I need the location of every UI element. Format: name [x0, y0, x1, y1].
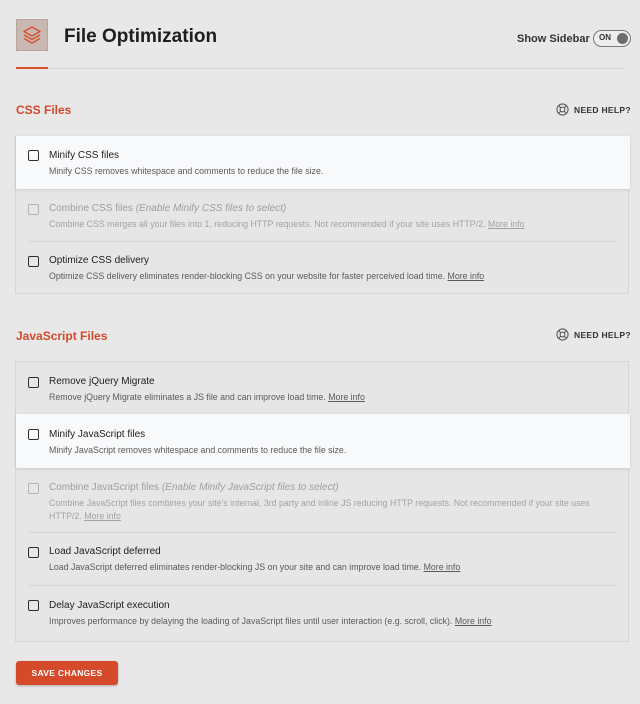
option-note: (Enable Minify CSS files to select): [135, 203, 287, 214]
title-underline: [16, 67, 48, 69]
option-load-js-deferred[interactable]: [16, 532, 630, 585]
js-section-title: JavaScript Files: [16, 329, 108, 343]
option-title: Minify JavaScript files: [49, 429, 146, 440]
option-remove-jquery-migrate[interactable]: [16, 362, 630, 414]
option-description: Combine CSS merges all your files into 1, reducing HTTP requests. Not recommended if your site uses HTTP/2. More info: [49, 219, 525, 229]
option-combine-css: [16, 189, 630, 241]
option-title: Combine CSS files (Enable Minify CSS files to select): [49, 203, 287, 214]
header-divider: [16, 68, 624, 69]
combine-js-checkbox: [28, 483, 39, 494]
need-help-label: NEED HELP?: [574, 329, 631, 340]
minify-js-checkbox[interactable]: [28, 429, 39, 440]
js-options-panel: [15, 361, 629, 642]
option-description: Minify JavaScript removes whitespace and comments to reduce the file size.: [49, 445, 347, 455]
toggle-state-label: ON: [599, 33, 611, 42]
page-header: [0, 0, 640, 70]
option-optimize-css-delivery[interactable]: [16, 241, 630, 293]
option-delay-js-execution[interactable]: [16, 585, 630, 641]
more-info-link[interactable]: More info: [487, 219, 525, 229]
option-description: Optimize CSS delivery eliminates render-blocking CSS on your website for faster perceived load time. More info: [49, 271, 485, 281]
more-info-link[interactable]: More info: [423, 562, 461, 572]
option-description: Minify CSS removes whitespace and comments to reduce the file size.: [49, 166, 324, 176]
lifebuoy-icon: [556, 103, 569, 116]
delay-js-execution-checkbox[interactable]: [28, 600, 39, 611]
layers-icon: [16, 19, 48, 51]
page-title: File Optimization: [64, 26, 218, 47]
save-changes-button[interactable]: SAVE CHANGES: [16, 661, 118, 685]
show-sidebar-toggle[interactable]: [593, 30, 631, 47]
option-title: Minify CSS files: [49, 150, 120, 161]
css-options-panel: [15, 136, 629, 294]
load-js-deferred-checkbox[interactable]: [28, 547, 39, 558]
css-section-title: CSS Files: [16, 103, 72, 117]
option-minify-js[interactable]: [16, 414, 630, 468]
more-info-link[interactable]: More info: [447, 271, 485, 281]
need-help-label: NEED HELP?: [574, 104, 631, 115]
option-note: (Enable Minify JavaScript files to select): [161, 482, 339, 493]
option-title: Optimize CSS delivery: [49, 255, 150, 266]
option-title: Load JavaScript deferred: [49, 546, 161, 557]
more-info-link[interactable]: More info: [84, 510, 121, 521]
more-info-link[interactable]: More info: [454, 616, 492, 626]
option-title: Remove jQuery Migrate: [49, 376, 155, 387]
toggle-knob: [617, 33, 628, 44]
show-sidebar-label: Show Sidebar: [517, 33, 590, 45]
combine-css-checkbox: [28, 204, 39, 215]
css-need-help-link[interactable]: [556, 103, 631, 116]
option-combine-js: [16, 468, 630, 532]
option-description: Load JavaScript deferred eliminates render-blocking JS on your site and can improve load time. More info: [49, 562, 461, 572]
option-description: Improves performance by delaying the loading of JavaScript files until user interaction (e.g. scroll, click). More info: [49, 616, 492, 626]
remove-jquery-migrate-checkbox[interactable]: [28, 377, 39, 388]
more-info-link[interactable]: More info: [328, 392, 365, 402]
option-title: Combine JavaScript files (Enable Minify JavaScript files to select): [49, 482, 339, 493]
option-description: Combine JavaScript files combines your site's internal, 3rd party and inline JS reducing HTTP requests. Not recommended if your site uses HTTP/2. More info: [49, 498, 590, 521]
minify-css-checkbox[interactable]: [28, 150, 39, 161]
optimize-css-delivery-checkbox[interactable]: [28, 256, 39, 267]
option-minify-css[interactable]: [16, 136, 630, 189]
option-title: Delay JavaScript execution: [49, 600, 170, 611]
option-description: Remove jQuery Migrate eliminates a JS file and can improve load time. More info: [49, 392, 365, 402]
lifebuoy-icon: [556, 328, 569, 341]
js-need-help-link[interactable]: [556, 328, 631, 341]
